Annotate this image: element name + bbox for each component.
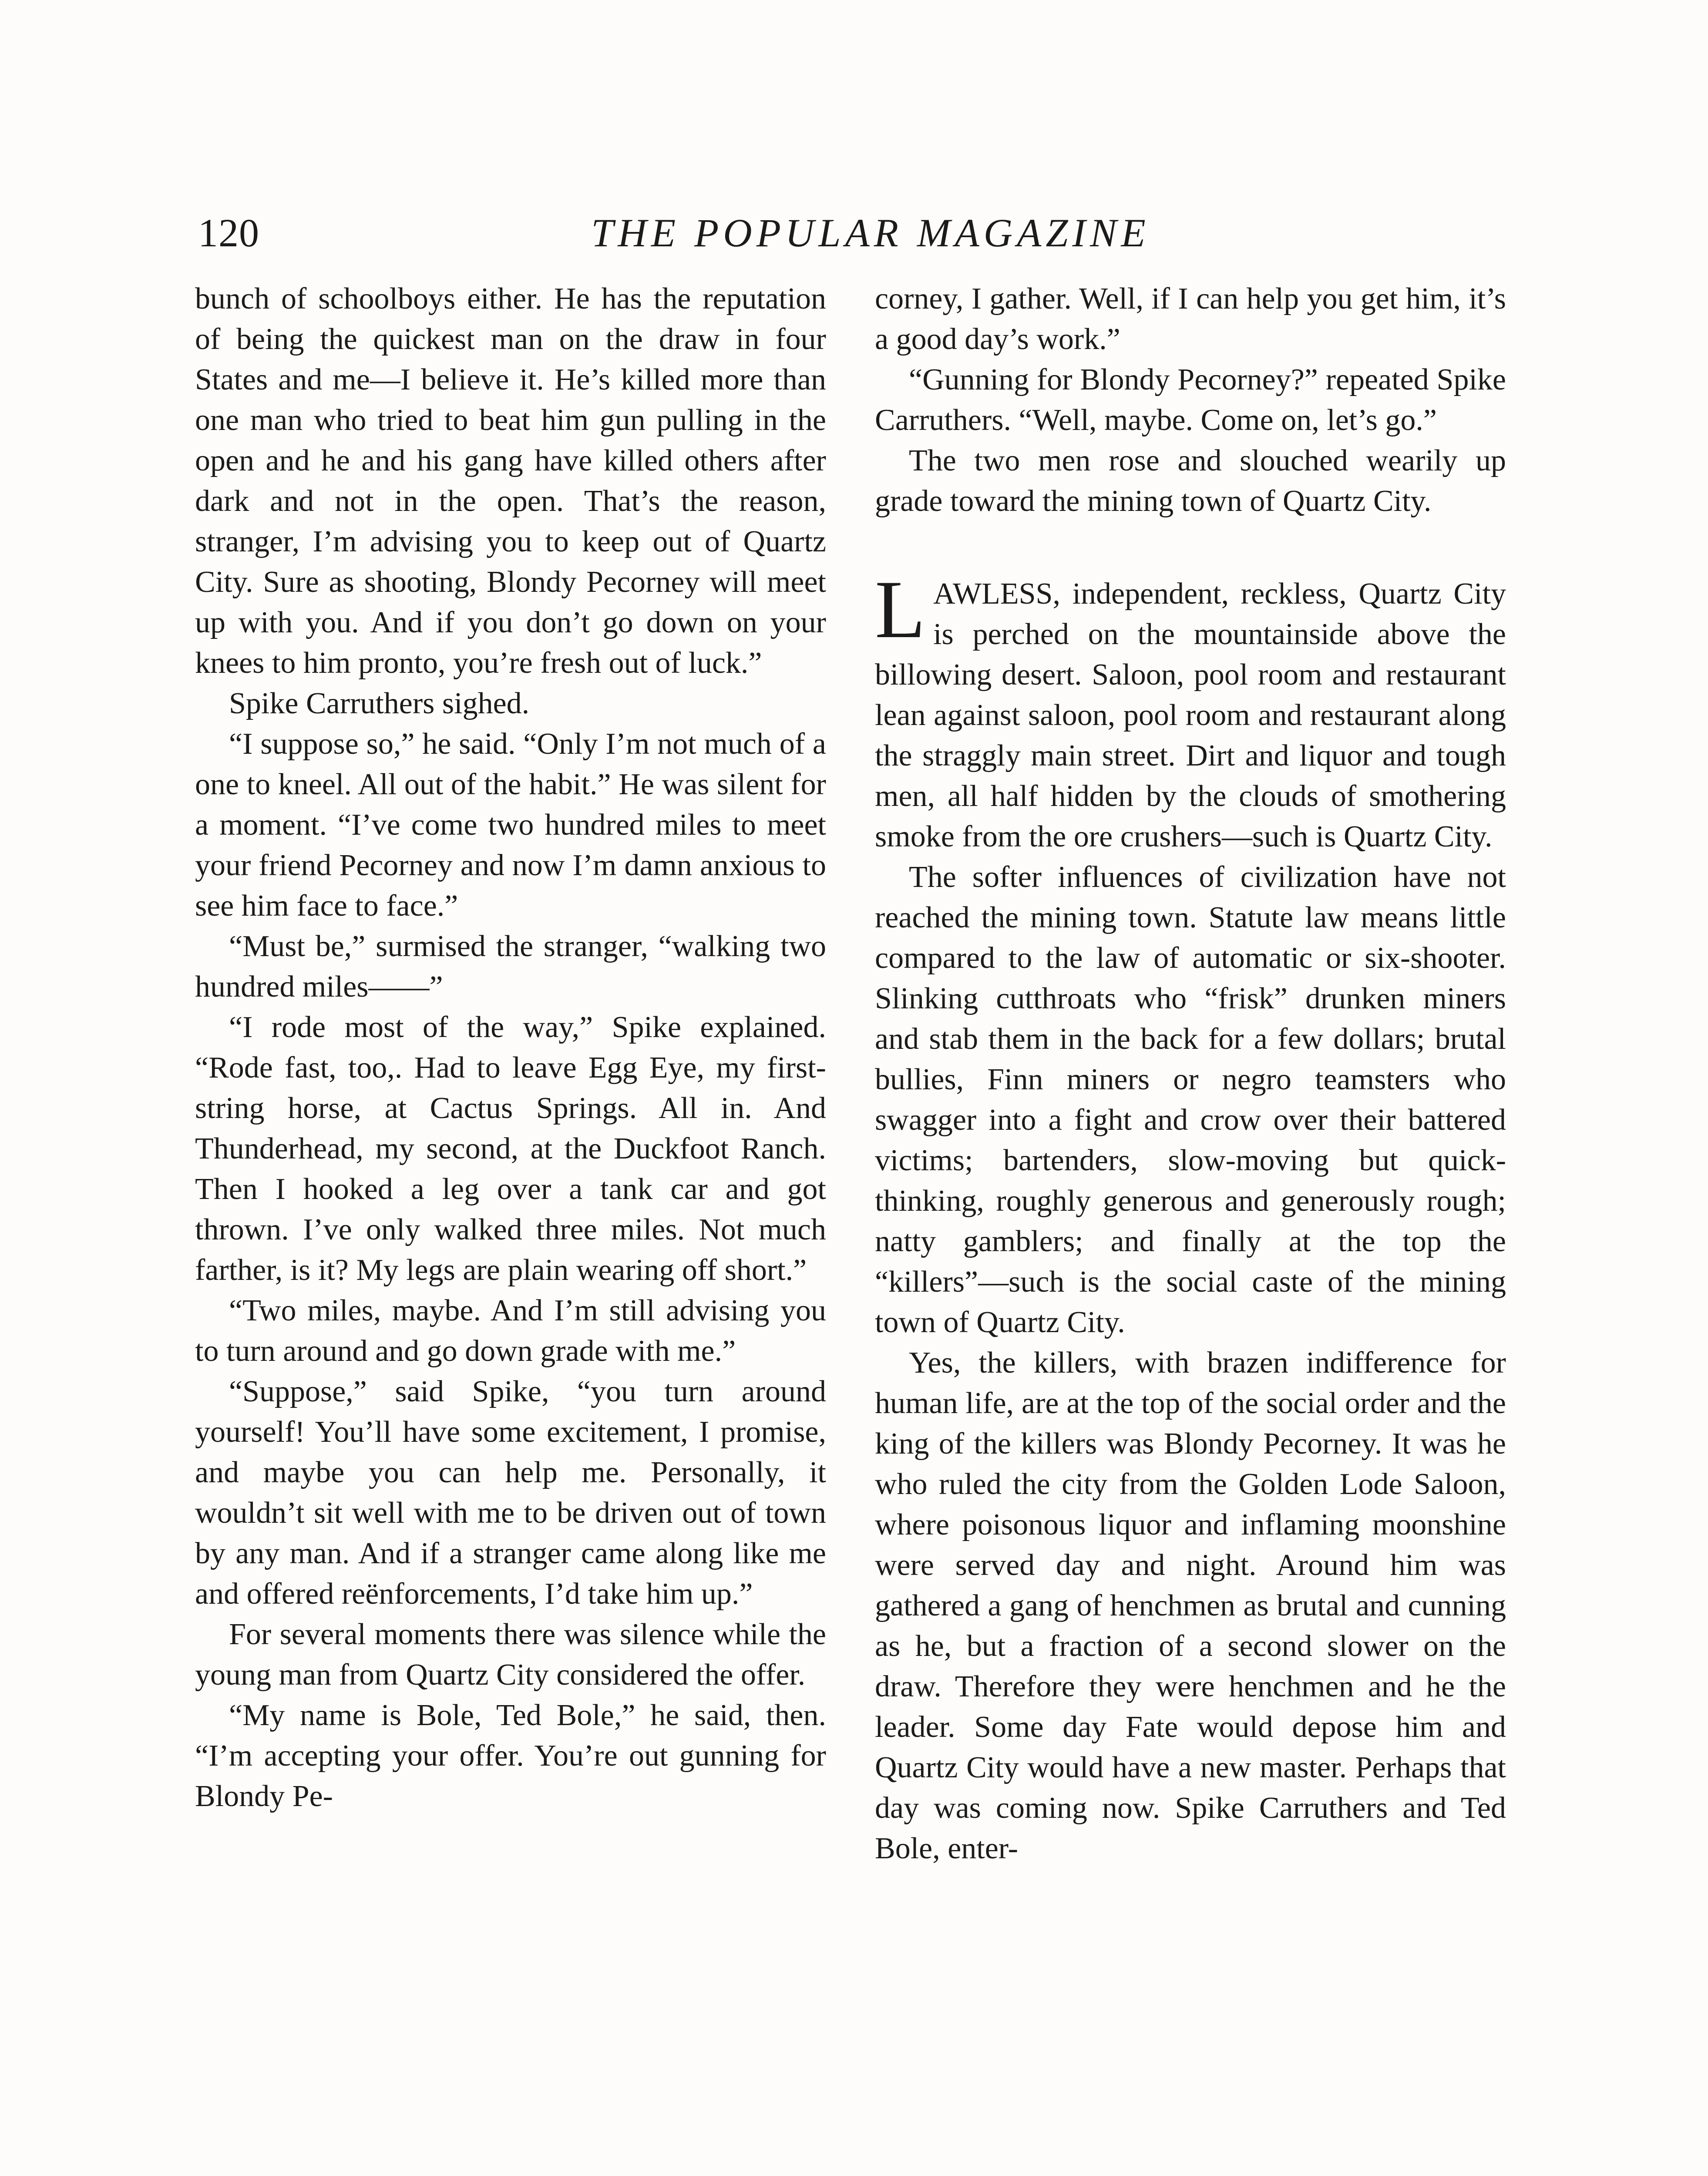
left-column xyxy=(195,279,826,2176)
running-head: THE POPULAR MAGAZINE xyxy=(591,211,1150,255)
page-number: 120 xyxy=(198,211,259,255)
paragraph: Spike Carruthers sighed. xyxy=(229,687,530,720)
page-header xyxy=(0,198,1708,268)
paragraph: “Gunning for Blondy Pecorney?” repeated Spike Carruthers. “Well, maybe. Come on, let’s go.” xyxy=(875,363,1506,437)
paragraph: corney, I gather. Well, if I can help you get him, it’s a good day’s work.” xyxy=(875,282,1506,356)
paragraph: For several moments there was silence while the young man from Quartz City considered the offer. xyxy=(195,1618,826,1692)
paragraph: “I rode most of the way,” Spike explained. “Rode fast, too,. Had to leave Egg Eye, my first-string horse, at Cactus Springs. All in. And Thunderhead, my second, at the Duckfoot Ranch. Then I hooked a leg over a tank car and got thrown. I’ve only walked three miles. Not much farther, is it? My legs are plain wearing off short.” xyxy=(195,1011,826,1287)
paragraph: “Must be,” surmised the stranger, “walking two hundred miles——” xyxy=(195,930,826,1004)
right-column xyxy=(875,279,1506,2176)
paragraph: Yes, the killers, with brazen indifference for human life, are at the top of the social order and the king of the killers was Blondy Pecorney. It was he who ruled the city from the Golden Lode Saloon, where poisonous liquor and inflaming moonshine were served day and night. Around him was gathered a gang of henchmen as brutal and cunning as he, but a fraction of a second slower on the draw. Therefore they were henchmen and he the leader. Some day Fate would depose him and Quartz City would have a new master. Perhaps that day was coming now. Spike Carruthers and Ted Bole, enter- xyxy=(875,1346,1506,1865)
paragraph: “Suppose,” said Spike, “you turn around yourself! You’ll have some excitement, I promise, and maybe you can help me. Personally, it wouldn’t sit well with me to be driven out of town by any man. And if a stranger came along like me and offered reënforcements, I’d take him up.” xyxy=(195,1375,826,1611)
paragraph: “My name is Bole, Ted Bole,” he said, then. “I’m accepting your offer. You’re out gunning for Blondy Pe- xyxy=(195,1699,826,1813)
paragraph: The two men rose and slouched wearily up grade toward the mining town of Quartz City. xyxy=(875,444,1506,518)
drop-cap: L xyxy=(875,564,926,655)
section-opening-paragraph xyxy=(875,564,1506,857)
paragraph-text: AWLESS, independent, reckless, Quartz City is perched on the mountainside above the billowing desert. Saloon, pool room and restaurant lean against saloon, pool room and restaurant along the straggly main street. Dirt and liquor and tough men, all half hidden by the clouds of smothering smoke from the ore crushers—such is Quartz City. xyxy=(875,577,1506,853)
paragraph: bunch of schoolboys either. He has the reputation of being the quickest man on the draw in four States and me—I believe it. He’s killed more than one man who tried to beat him gun pulling in the open and he and his gang have killed others after dark and not in the open. That’s the reason, stranger, I’m advising you to keep out of Quartz City. Sure as shooting, Blondy Pecorney will meet up with you. And if you don’t go down on your knees to him pronto, you’re fresh out of luck.” xyxy=(195,282,826,680)
paragraph: The softer influences of civilization have not reached the mining town. Statute law means little compared to the law of automatic or six-shooter. Slinking cutthroats who “frisk” drunken miners and stab them in the back for a few dollars; brutal bullies, Finn miners or negro teamsters who swagger into a fight and crow over their battered victims; bartenders, slow-moving but quick-thinking, roughly generous and generously rough; natty gamblers; and finally at the top the “killers”—such is the social caste of the mining town of Quartz City. xyxy=(875,860,1506,1339)
paragraph: “I suppose so,” he said. “Only I’m not much of a one to kneel. All out of the habit.” He was silent for a moment. “I’ve come two hundred miles to meet your friend Pecorney and now I’m damn anxious to see him face to face.” xyxy=(195,727,826,923)
paragraph: “Two miles, maybe. And I’m still advising you to turn around and go down grade with me.” xyxy=(195,1294,826,1368)
